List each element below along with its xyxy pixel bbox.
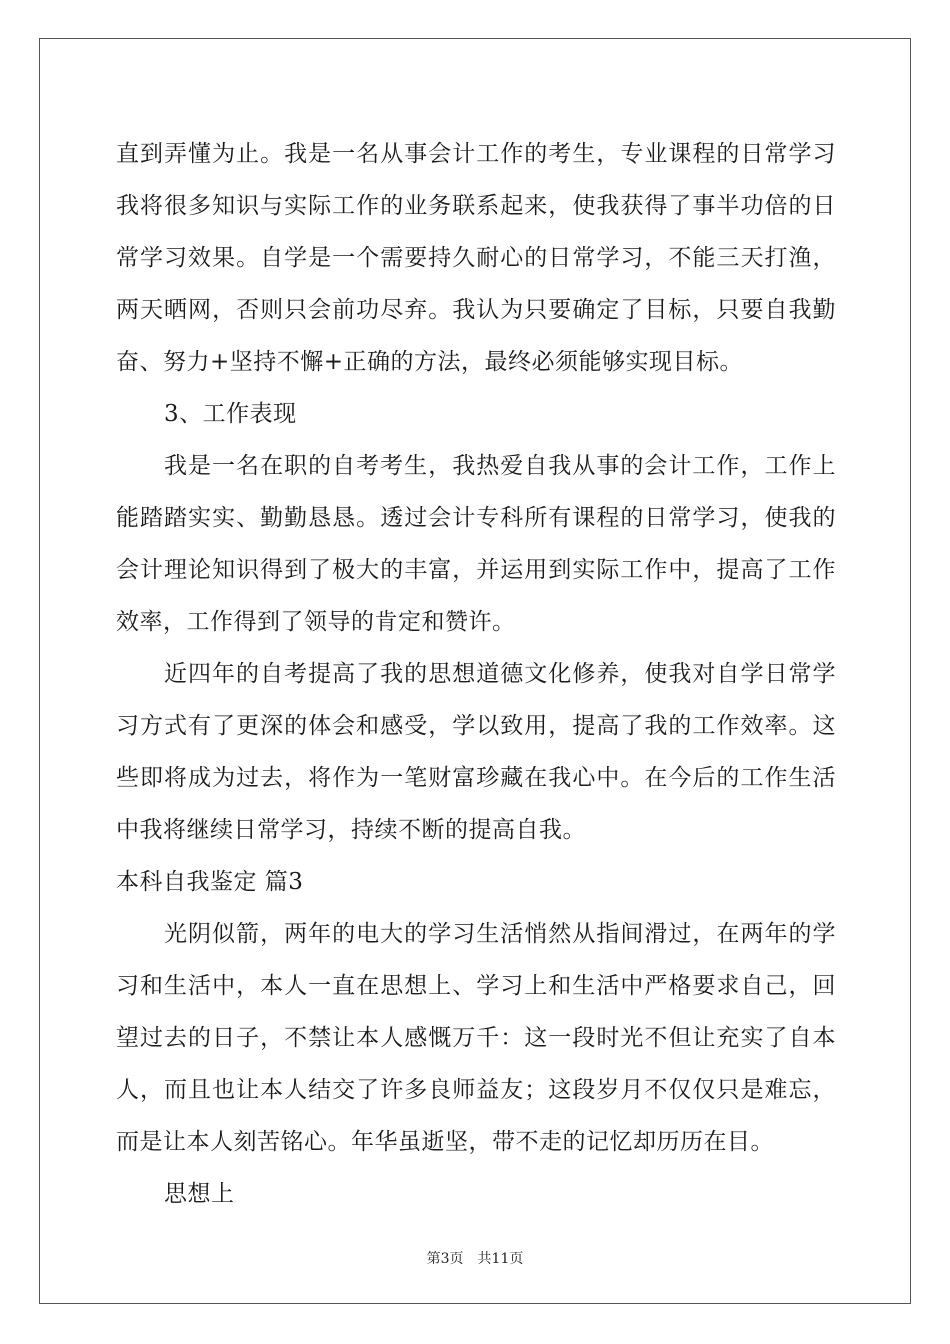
- page-footer: [0, 1248, 950, 1268]
- paragraph-self-study-summary: 近四年的自考提高了我的思想道德文化修养，使我对自学日常学习方式有了更深的体会和感受，学以致用，提高了我的工作效率。这些即将成为过去，将作为一笔财富珍藏在我心中。在今后的工作生活中我将继续日常学习，持续不断的提高自我。: [116, 661, 836, 843]
- page-number: 第3页: [426, 1251, 464, 1267]
- article-title-self-appraisal-3: 本科自我鉴定 篇3: [116, 869, 304, 895]
- document-body: [116, 128, 836, 1220]
- section-heading-work-performance: 3、工作表现: [164, 401, 297, 427]
- page-total: 共11页: [477, 1251, 524, 1267]
- paragraph-study-method: 直到弄懂为止。我是一名从事会计工作的考生，专业课程的日常学习我将很多知识与实际工作的业务联系起来，使我获得了事半功倍的日常学习效果。自学是一个需要持久耐心的日常学习，不能三天打渔，两天晒网，否则只会前功尽弃。我认为只要确定了目标，只要自我勤奋、努力+坚持不懈+正确的方法，最终必须能够实现目标。: [116, 141, 836, 375]
- section-heading-ideology: 思想上: [164, 1181, 235, 1207]
- paragraph-work-performance: 我是一名在职的自考考生，我热爱自我从事的会计工作，工作上能踏踏实实、勤勤恳恳。透过会计专科所有课程的日常学习，使我的会计理论知识得到了极大的丰富，并运用到实际工作中，提高了工作效率，工作得到了领导的肯定和赞许。: [116, 453, 836, 635]
- paragraph-tvu-study-life: 光阴似箭，两年的电大的学习生活悄然从指间滑过，在两年的学习和生活中，本人一直在思想上、学习上和生活中严格要求自己，回望过去的日子，不禁让本人感慨万千：这一段时光不但让充实了自本人，而且也让本人结交了许多良师益友；这段岁月不仅仅只是难忘，而是让本人刻苦铭心。年华虽逝坚，带不走的记忆却历历在目。: [116, 921, 836, 1155]
